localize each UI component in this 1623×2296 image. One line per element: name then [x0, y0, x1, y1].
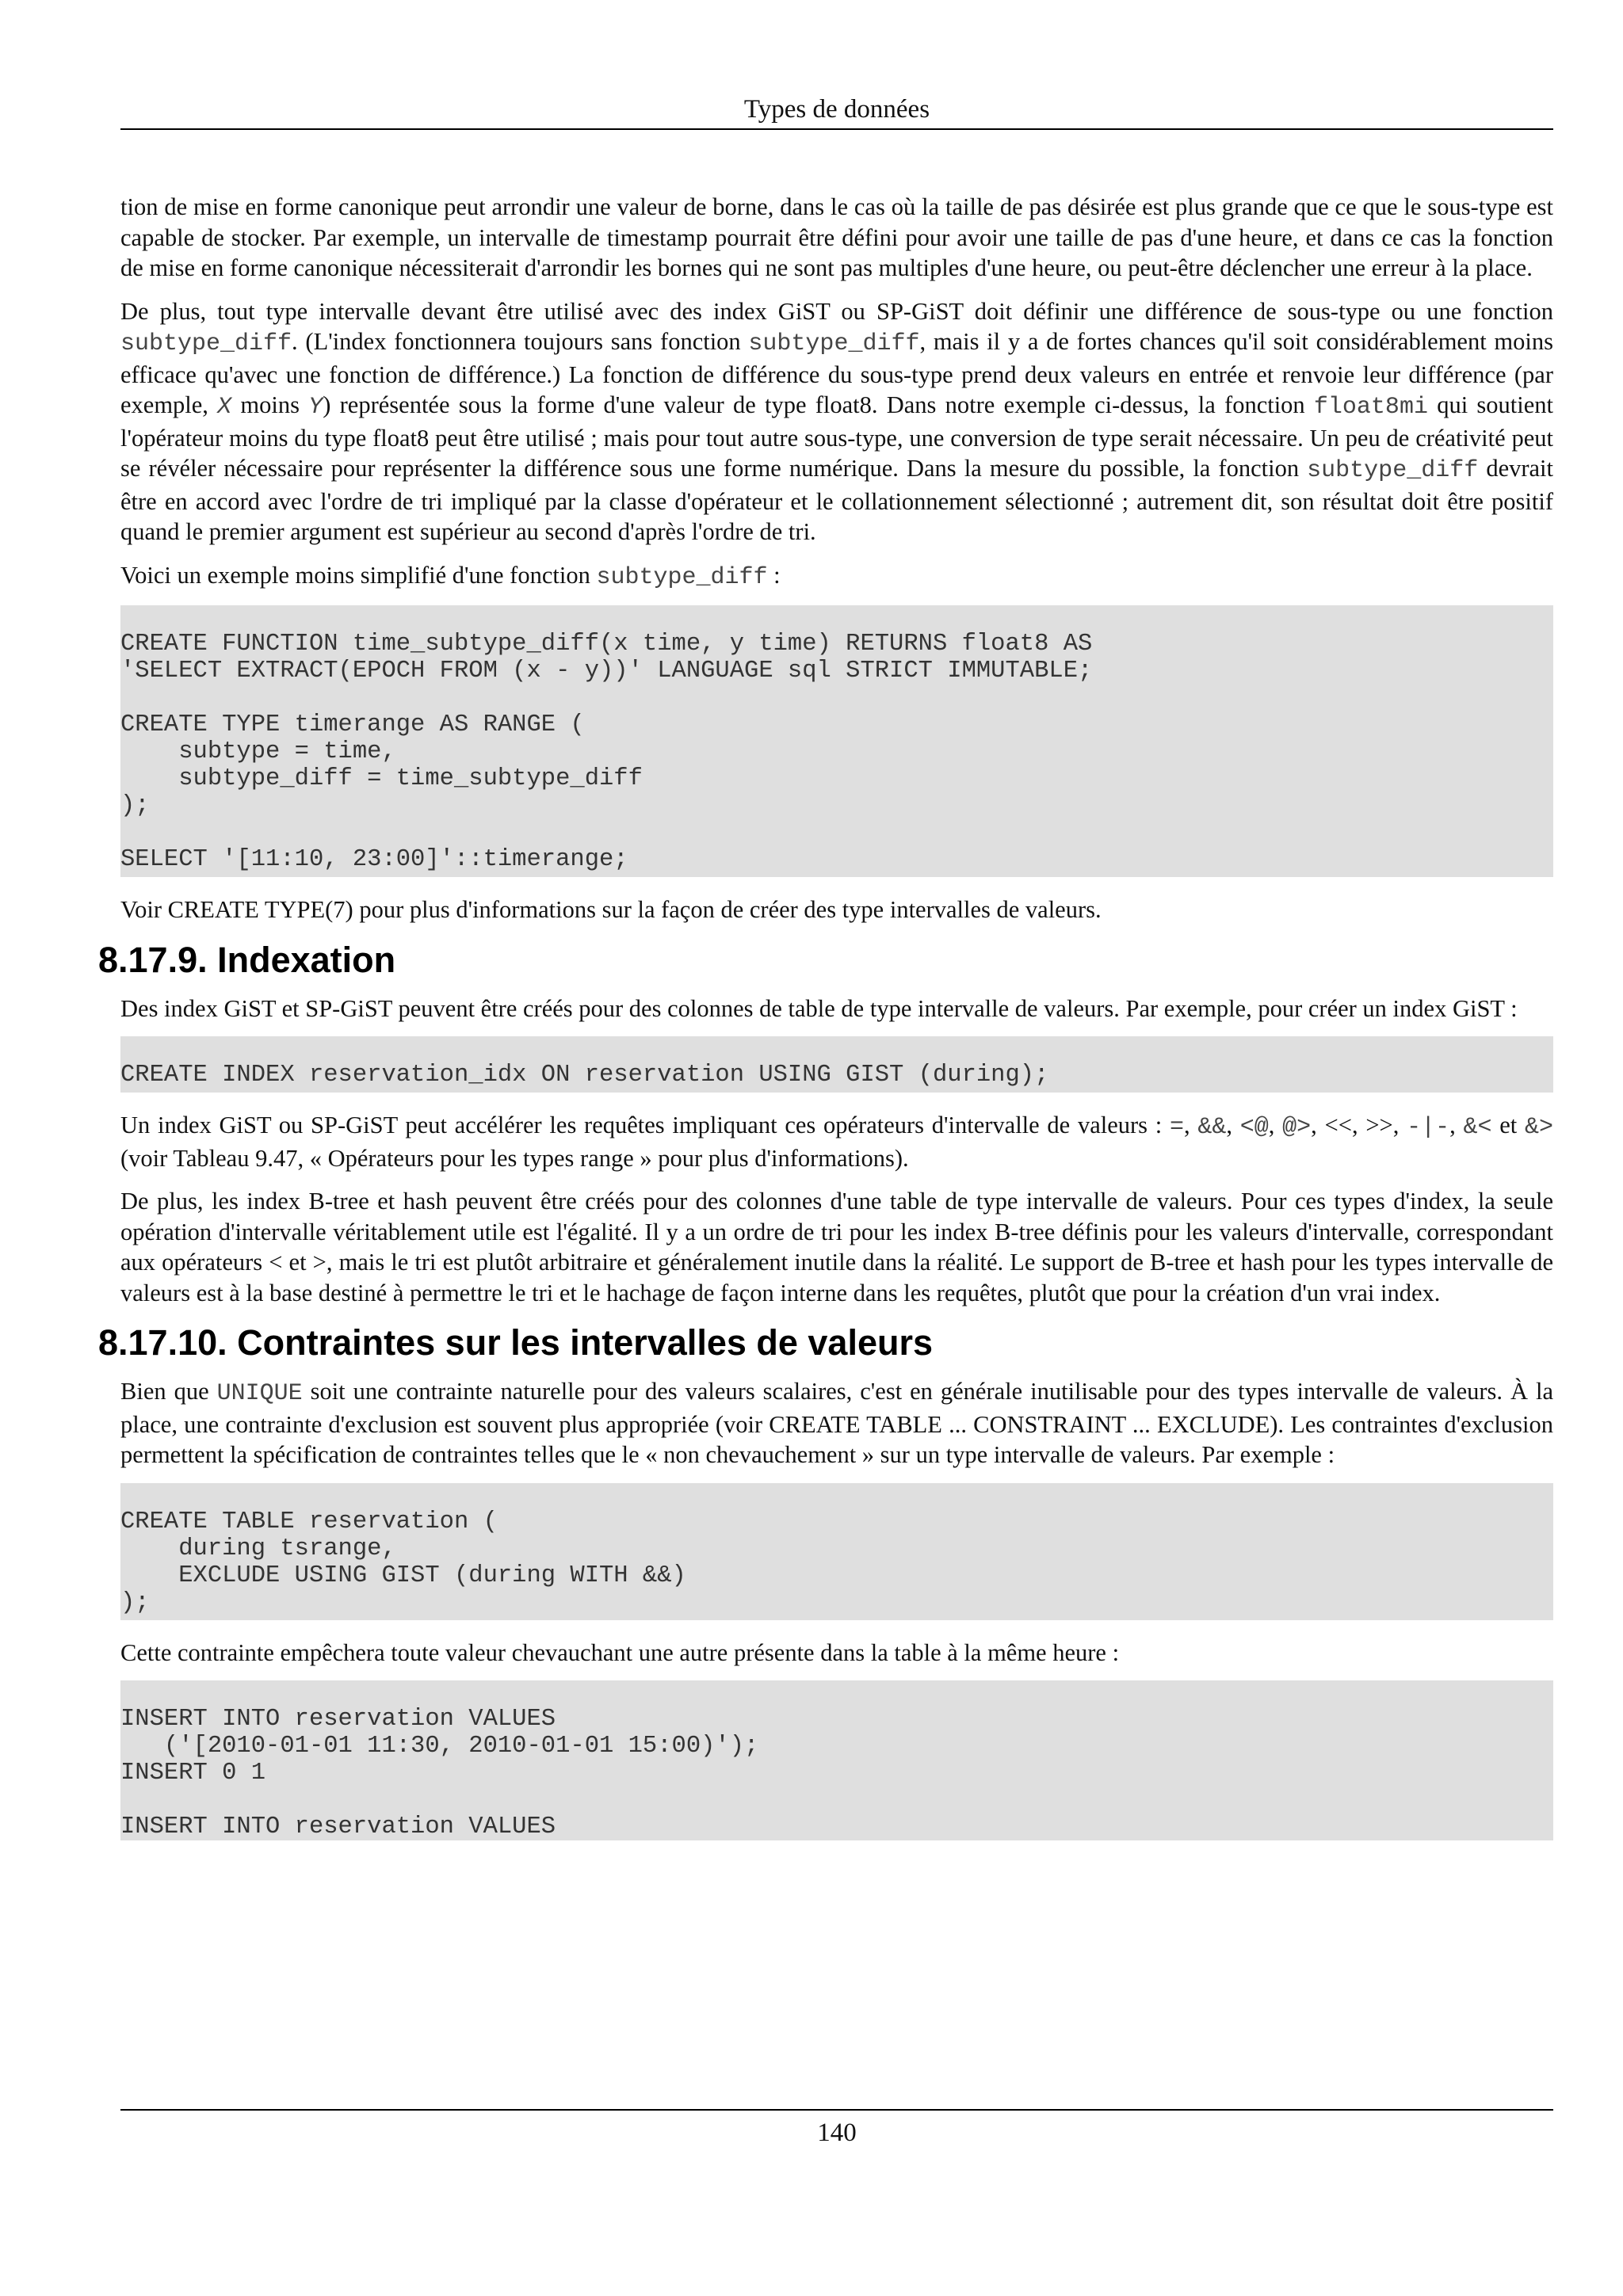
operator: >>	[1365, 1112, 1393, 1138]
code-block-create-table: CREATE TABLE reservation ( during tsrange, EXCLUDE USING GIST (during WITH &&) );	[120, 1483, 1553, 1620]
text: ,	[1311, 1112, 1325, 1138]
operator: @>	[1282, 1114, 1312, 1141]
text: ,	[1351, 1112, 1366, 1138]
paragraph-subtype-diff	[120, 296, 1553, 547]
header-rule	[120, 128, 1553, 130]
text: ,	[1449, 1112, 1464, 1138]
text: De plus, tout type intervalle devant être utilisé avec des index GiST ou SP-GiST doit définir une différence de sous-type ou une fonction	[120, 297, 1553, 325]
page-content	[98, 192, 1554, 1840]
text: moins	[231, 391, 309, 418]
page-number: 140	[817, 2119, 857, 2147]
heading-indexation: 8.17.9. Indexation	[98, 939, 396, 980]
text: ,	[1184, 1112, 1198, 1138]
footer-rule	[120, 2109, 1553, 2111]
operator: <@	[1239, 1114, 1269, 1141]
text: ,	[1268, 1112, 1283, 1138]
paragraph-btree-hash: De plus, les index B-tree et hash peuvent être créés pour des colonnes d'une table de type intervalle de valeurs. Pour ces types d'index, la seule opération d'intervalle véritablement utile est l'égalité. Il y a un ordre de tri pour les index B-tree définis pour les valeurs d'intervalle, correspondant aux opérateurs < et >, mais le tri est plutôt arbitraire et généralement inutile dans la réalité. Le support de B-tree et hash pour les types intervalle de valeurs est à la base destiné à permettre le tri et le hachage de façon interne dans les requêtes, plutôt que pour la création d'un vrai index.	[120, 1188, 1553, 1306]
text: soit une contrainte naturelle pour des valeurs scalaires, c'est en générale inutilisable pour des types intervalle de valeurs. À la place, une contrainte d'exclusion est souvent plus appropriée (voir CREATE TABLE ... CONSTRAINT ... EXCLUDE). Les contraintes d'exclusion permettent la spécification de contraintes telles que le « non chevauchement » sur un type intervalle de valeurs. Par exemple :	[120, 1378, 1553, 1468]
text: . (L'index fonctionnera toujours sans fonction	[292, 328, 749, 355]
text: (voir Tableau 9.47, « Opérateurs pour les types range » pour plus d'informations).	[120, 1144, 909, 1172]
code-subtype-diff: subtype_diff	[120, 330, 292, 357]
operator: <<	[1324, 1112, 1352, 1138]
text: Un index GiST ou SP-GiST peut accélérer les requêtes impliquant ces opérateurs d'intervalle de valeurs :	[120, 1112, 1170, 1138]
text: :	[767, 561, 781, 589]
code-block-create-index: CREATE INDEX reservation_idx ON reservation USING GIST (during);	[120, 1036, 1553, 1093]
text: Bien que	[120, 1378, 217, 1405]
code-block-timerange: CREATE FUNCTION time_subtype_diff(x time, y time) RETURNS float8 AS 'SELECT EXTRACT(EPOCH FROM (x - y))' LANGUAGE sql STRICT IMMUTABLE; CREATE TYPE timerange AS RANGE ( subtype = time, subtype_diff = time_subtype_diff ); SELECT '[11:10, 23:00]'::timerange;	[120, 605, 1553, 877]
text: , mais il y a de fortes chances qu'il soit considérablement moins efficace qu'avec une fonction de différence.) La fonction de différence du sous-type prend deux valeurs en entrée et renvoie leur différence (par exemple,	[120, 328, 1553, 418]
operator: &>	[1525, 1114, 1554, 1141]
text: ) représentée sous la forme d'une valeur de type float8. Dans notre exemple ci-dessus, la fonction	[323, 391, 1314, 418]
code-float8mi: float8mi	[1313, 394, 1428, 421]
text: ,	[1226, 1112, 1240, 1138]
code-unique: UNIQUE	[216, 1380, 303, 1407]
paragraph-unique	[120, 1376, 1553, 1470]
var-x: X	[217, 394, 232, 421]
paragraph-see-create-type: Voir CREATE TYPE(7) pour plus d'informations sur la façon de créer des type intervalles de valeurs.	[120, 896, 1102, 923]
text: devrait être en accord avec l'ordre de tri impliqué par la classe d'opérateur et le collationnement sélectionné ; autrement dit, son résultat doit être positif quand le premier argument est supérieur au second d'après l'ordre de tri.	[120, 455, 1553, 545]
paragraph-example-intro	[120, 560, 1553, 593]
code-subtype-diff: subtype_diff	[748, 330, 920, 357]
text: qui soutient l'opérateur moins du type float8 peut être utilisé ; mais pour tout autre sous-type, une conversion de type serait nécessaire. Un peu de créativité peut se révéler nécessaire pour représenter la différence sous une forme numérique. Dans la mesure du possible, la fonction	[120, 391, 1553, 482]
operator: =	[1169, 1114, 1184, 1141]
code-block-insert: INSERT INTO reservation VALUES ('[2010-01-01 11:30, 2010-01-01 15:00)'); INSERT 0 1 INSERT INTO reservation VALUES	[120, 1680, 1553, 1840]
text: Voici un exemple moins simplifié d'une fonction	[120, 561, 597, 589]
code-subtype-diff: subtype_diff	[1307, 457, 1479, 484]
operator: &&	[1197, 1114, 1227, 1141]
paragraph-gist-index: Des index GiST et SP-GiST peuvent être créés pour des colonnes de table de type intervalle de valeurs. Par exemple, pour créer un index GiST :	[120, 994, 1518, 1022]
running-header: Types de données	[743, 95, 930, 124]
paragraph-operators	[120, 1110, 1553, 1173]
text: et	[1491, 1112, 1526, 1138]
code-subtype-diff: subtype_diff	[596, 563, 768, 591]
operator: &<	[1463, 1114, 1492, 1141]
heading-contraintes: 8.17.10. Contraintes sur les intervalles de valeurs	[98, 1322, 934, 1363]
paragraph-canonical: tion de mise en forme canonique peut arrondir une valeur de borne, dans le cas où la taille de pas désirée est plus grande que ce que le sous-type est capable de stocker. Par exemple, un intervalle de timestamp pourrait être défini pour avoir une taille de pas d'une heure, et dans ce cas la fonction de mise en forme canonique nécessiterait d'arrondir les bornes qui ne sont pas multiples d'une heure, ou peut-être déclencher une erreur à la place.	[120, 193, 1553, 281]
paragraph-constraint-effect: Cette contrainte empêchera toute valeur chevauchant une autre présente dans la table à la même heure :	[120, 1638, 1120, 1666]
text: ,	[1392, 1112, 1407, 1138]
var-y: Y	[308, 394, 323, 421]
operator: -|-	[1407, 1114, 1450, 1141]
